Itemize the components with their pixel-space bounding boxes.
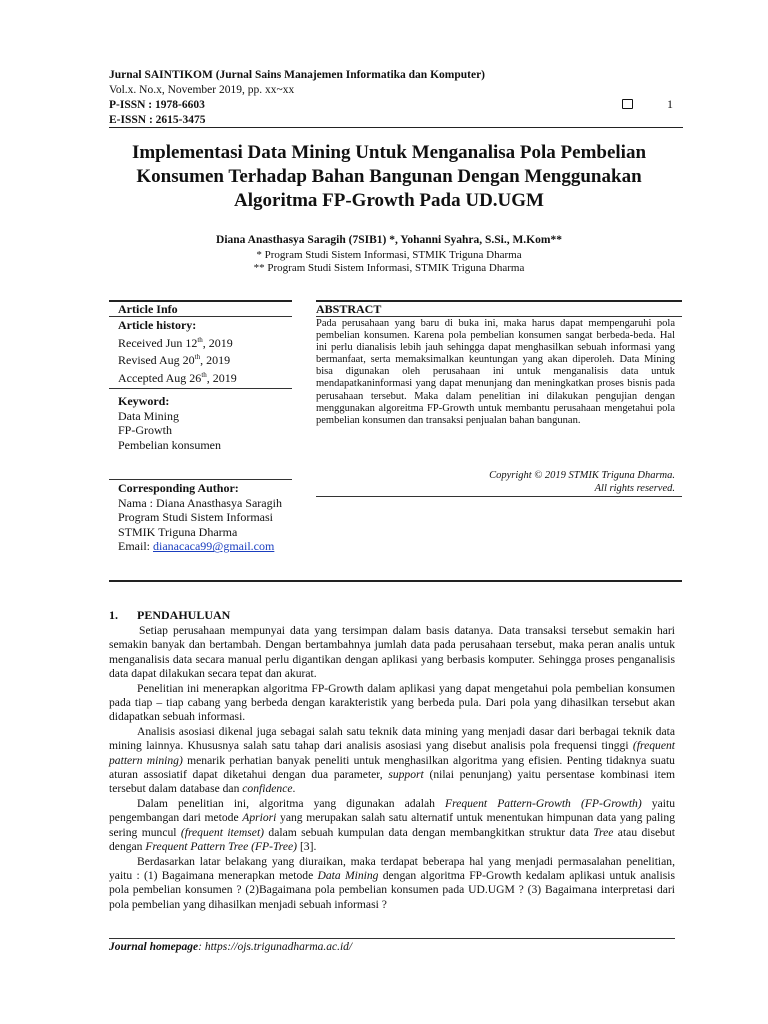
section-title: PENDAHULUAN xyxy=(137,608,231,622)
accepted-date xyxy=(118,368,237,386)
p4-italic-2: Apriori xyxy=(242,811,277,825)
homepage-url[interactable]: https://ojs.trigunadharma.ac.id/ xyxy=(204,941,353,953)
keyword-item: Pembelian konsumen xyxy=(118,437,221,452)
accepted-text: Accepted Aug 26 xyxy=(118,370,202,385)
email-label: Email: xyxy=(118,539,153,554)
journal-name: Jurnal SAINTIKOM (Jurnal Sains Manajemen Informatika dan Komputer) xyxy=(109,69,486,81)
p3-italic-3: confidence xyxy=(242,782,293,796)
corresponding-program: Program Studi Sistem Informasi xyxy=(118,510,273,525)
p4-italic-5: Frequent Pattern Tree (FP-Tree) xyxy=(145,840,298,854)
p5-italic-1: Data Mining xyxy=(317,868,379,882)
paragraph-5 xyxy=(109,855,675,913)
journal-header xyxy=(109,68,485,128)
revised-year: , 2019 xyxy=(200,353,231,368)
p3-text-a: Analisis asosiasi dikenal juga sebagai salah satu teknik data mining yang menjadi dasar dari berbagai teknik data mining lainnya. Khususnya salah satu tahap dari analisis asosiasi yang disebut analisis pola frequensi tinggi xyxy=(109,724,675,753)
journal-eissn: E-ISSN : 2615-3475 xyxy=(109,114,206,126)
paragraph-4 xyxy=(109,797,675,855)
article-history xyxy=(118,318,237,385)
abstract-heading: ABSTRACT xyxy=(316,302,382,316)
p4-italic-4: Tree xyxy=(593,825,614,839)
keyword-item: Data Mining xyxy=(118,408,179,423)
p5-text-b: dengan algoritma FP-Growth kedalam aplikasi untuk analisis pola pembelian konsumen ? (2)Bagaimana pola pembelian konsumen pada UD.UGM ? (3) Bagaimana interpretasi dari pola pembelian yang dihasilkan menjadi sebuah informasi ? xyxy=(109,868,675,911)
received-text: Received Jun 12 xyxy=(118,335,198,350)
corresponding-heading: Corresponding Author: xyxy=(118,481,239,495)
p4-text-c: yang merupakan salah satu alternatif untuk menentukan himpunan data yang paling sering muncul xyxy=(109,811,675,839)
author-names: Diana Anasthasya Saragih (7SIB1) *, Yohanni Syahra, S.Si., M.Kom** xyxy=(216,234,562,246)
p3-text-c: (nilai penunjang) yaitu persentase kombinasi item tersebut dalam database dan xyxy=(109,768,675,796)
keyword-item: FP-Growth xyxy=(118,423,173,438)
article-history-heading: Article history: xyxy=(118,318,197,332)
accepted-year: , 2019 xyxy=(206,370,237,385)
email-link[interactable]: dianacaca99@gmail.com xyxy=(153,539,275,554)
square-icon xyxy=(622,99,633,109)
received-year: , 2019 xyxy=(202,335,233,350)
article-info-heading: Article Info xyxy=(118,302,178,316)
p5-text-a: Berdasarkan latar belakang yang diuraikan, maka terdapat beberapa hal yang menjadi permasalahan penelitian, yaitu : (1) Bagaimana menerapkan metode xyxy=(109,854,675,882)
title-line-1: Implementasi Data Mining Untuk Menganalisa Pola Pembelian xyxy=(131,142,647,163)
p4-italic-3: (frequent itemset) xyxy=(180,825,265,839)
p4-text-f: [3]. xyxy=(297,840,317,854)
journal-volume: Vol.x. No.x, November 2019, pp. xx~xx xyxy=(109,84,295,96)
corresponding-email-line xyxy=(118,539,418,554)
accepted-suffix: th xyxy=(201,370,207,379)
corresponding-name: Nama : Diana Anasthasya Saragih xyxy=(118,495,282,510)
abstract-text: Pada perusahaan yang baru di buka ini, maka harus dapat mempengaruhi pola pembelian konsumen. Karena pola pembelian konsumen sangat berbeda-beda. Hal ini perlu dianalisis lebih jauh sehingga dapat menghasilkan sebuah informasi yang bermanfaat, serta memaksimalkan keuntungan yang akan diperoleh. Data Mining bisa digunakan oleh perusahaan ini untuk menganalisis data untuk mendapatkaninformasi yang dapat menunjang dan meningkatkan proses bisnis pada perusahaan tersebut. Maka dalam penelitian ini dilakukan pengujian dengan menggunakan algoreitma FP-Growth untuk membantu perusahaan mengetahui pola pembelian konsumen dan transaksi penjualan bahan bangunan. xyxy=(316,318,675,426)
p3-text-d: . xyxy=(292,782,296,796)
revised-date xyxy=(118,350,237,368)
p4-text-b: yaitu pengembangan dari metode xyxy=(109,796,675,825)
p4-italic-1: Frequent Pattern-Growth (FP-Growth) xyxy=(445,796,642,810)
p4-text-e: atau disebut dengan xyxy=(109,825,675,854)
corresponding-author xyxy=(118,481,418,554)
received-suffix: th xyxy=(197,335,203,344)
paragraph-1: Setiap perusahaan mempunyai data yang tersimpan dalam basis datanya. Data transaksi tersebut semakin hari semakin banyak dan bertambah. Dengan bertambahnya jumlah data pada perusahaan tersebut, maka peran analis untuk menganalisis data secara manual perlu digantikan dengan aplikasi yang berbasis komputer. Sehingga proses penganalisis data dapat dilakukan secara tepat dan akurat. xyxy=(109,624,675,681)
keyword-rule xyxy=(109,479,292,480)
p3-text-b: menarik perhatian banyak peneliti untuk menghasilkan algoritma yang efisien. Penting tidaknya suatu aturan assosiatif dapat diketahui dengan dua parameter, xyxy=(109,753,675,782)
keywords-block xyxy=(118,394,221,452)
copyright-line-1: Copyright © 2019 STMIK Triguna Dharma. xyxy=(489,470,675,481)
p3-italic-2: support xyxy=(388,768,424,782)
copyright-line-2: All rights reserved. xyxy=(594,483,675,494)
homepage-label: Journal homepage xyxy=(109,941,199,953)
section-heading xyxy=(109,608,230,623)
p4-text-a: Dalam penelitian ini, algoritma yang digunakan adalah xyxy=(137,796,446,810)
title-line-3: Algoritma FP-Growth Pada UD.UGM xyxy=(234,190,544,211)
page-number: 1 xyxy=(667,97,673,111)
paragraph-3 xyxy=(109,725,675,797)
revised-suffix: th xyxy=(194,353,201,362)
section-body xyxy=(109,624,675,912)
p4-text-d: dalam sebuah kumpulan data dengan membangkitkan struktur data xyxy=(264,825,594,839)
received-date xyxy=(118,333,237,351)
section-number: 1. xyxy=(109,608,118,622)
revised-text: Revised Aug 20 xyxy=(118,353,195,368)
keyword-heading: Keyword: xyxy=(118,394,170,408)
paper-title xyxy=(100,141,678,213)
p3-italic-1: (frequent pattern mining) xyxy=(109,739,675,767)
affiliation-2: ** Program Studi Sistem Informasi, STMIK Triguna Dharma xyxy=(253,262,525,274)
history-rule xyxy=(109,388,292,389)
footer-rule xyxy=(109,938,675,939)
homepage-separator: : xyxy=(198,941,205,953)
paragraph-2: Penelitian ini menerapkan algoritma FP-Growth dalam aplikasi yang dapat mengetahui pola pembelian konsumen pada tiap – tiap cabang yang berbeda dengan karakteristik yang berbeda pula. Dari pola yang dihasilkan tersebut akan didapatkan sebuah informasi. xyxy=(109,681,675,724)
journal-pissn: P-ISSN : 1978-6603 xyxy=(109,99,205,111)
journal-homepage xyxy=(109,941,352,953)
corresponding-institution: STMIK Triguna Dharma xyxy=(118,524,238,539)
header-rule xyxy=(109,127,683,128)
title-line-2: Konsumen Terhadap Bahan Bangunan Dengan Menggunakan xyxy=(136,166,642,187)
frame-bottom-rule xyxy=(109,580,682,582)
affiliation-1: * Program Studi Sistem Informasi, STMIK Triguna Dharma xyxy=(256,249,522,261)
